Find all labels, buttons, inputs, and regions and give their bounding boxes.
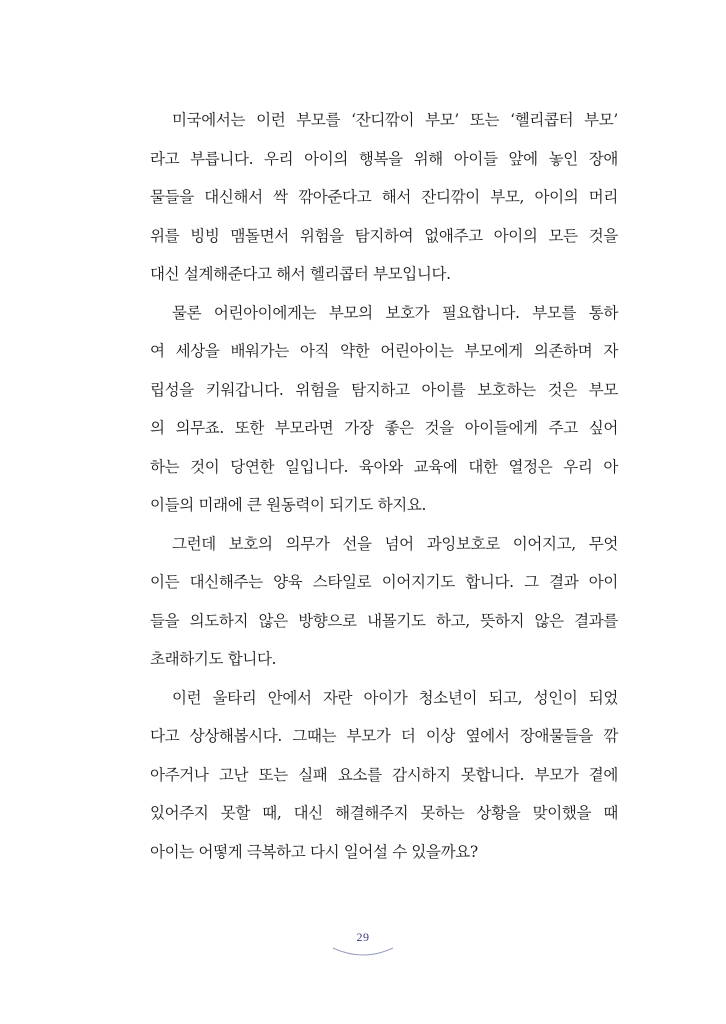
text-line: 여 세상을 배워가는 아직 약한 어린아이는 부모에게 의존하며 자 [150,342,618,360]
text-line: 이런 울타리 안에서 자란 아이가 청소년이 되고, 성인이 되었 [172,688,618,707]
text-line: 미국에서는 이런 부모를 ‘잔디깎이 부모’ 또는 ‘헬리콥터 부모’ [172,111,618,129]
text-line: 아이는 어떻게 극복하고 다시 일어설 수 있을까요? [150,842,478,861]
text-line: 하는 것이 당연한 일입니다. 육아와 교육에 대한 열정은 우리 아 [150,457,618,476]
ornament-arc [333,948,393,955]
paragraph-4 [150,679,618,872]
page-footer [0,928,726,958]
text-line: 라고 부릅니다. 우리 아이의 행복을 위해 아이들 앞에 놓인 장애 [150,149,618,168]
paragraph-1 [150,101,618,294]
text-line: 들을 의도하지 않은 방향으로 내몰기도 하고, 뜻하지 않은 결과를 [150,611,618,630]
text-line: 물들을 대신해서 싹 깎아준다고 해서 잔디깎이 부모, 아이의 머리 [150,188,618,206]
text-line: 초래하기도 합니다. [150,650,277,668]
body-text [150,101,618,871]
text-line: 물론 어린아이에게는 부모의 보호가 필요합니다. 부모를 통하 [172,303,618,322]
text-line: 있어주지 못할 때, 대신 해결해주지 못하는 상황을 맞이했을 때 [150,804,618,822]
text-line: 이들의 미래에 큰 원동력이 되기도 하지요. [150,496,427,514]
text-line: 대신 설계해준다고 해서 헬리콥터 부모입니다. [150,265,451,283]
text-line: 아주거나 고난 또는 실패 요소를 감시하지 못합니다. 부모가 곁에 [150,765,618,784]
text-line: 이든 대신해주는 양육 스타일로 이어지기도 합니다. 그 결과 아이 [150,573,618,591]
page-number-ornament-icon [331,946,395,958]
text-line: 위를 빙빙 맴돌면서 위험을 탐지하여 없애주고 아이의 모든 것을 [150,226,618,245]
text-line: 그런데 보호의 의무가 선을 넘어 과잉보호로 이어지고, 무엇 [172,534,618,553]
text-line: 립성을 키워갑니다. 위험을 탐지하고 아이를 보호하는 것은 부모 [150,380,618,399]
paragraph-2 [150,294,618,525]
text-line: 의 의무죠. 또한 부모라면 가장 좋은 것을 아이들에게 주고 싶어 [150,419,618,437]
text-line: 다고 상상해봅시다. 그때는 부모가 더 이상 옆에서 장애물들을 깎 [150,727,618,745]
paragraph-3 [150,525,618,679]
page-number: 29 [356,930,370,944]
